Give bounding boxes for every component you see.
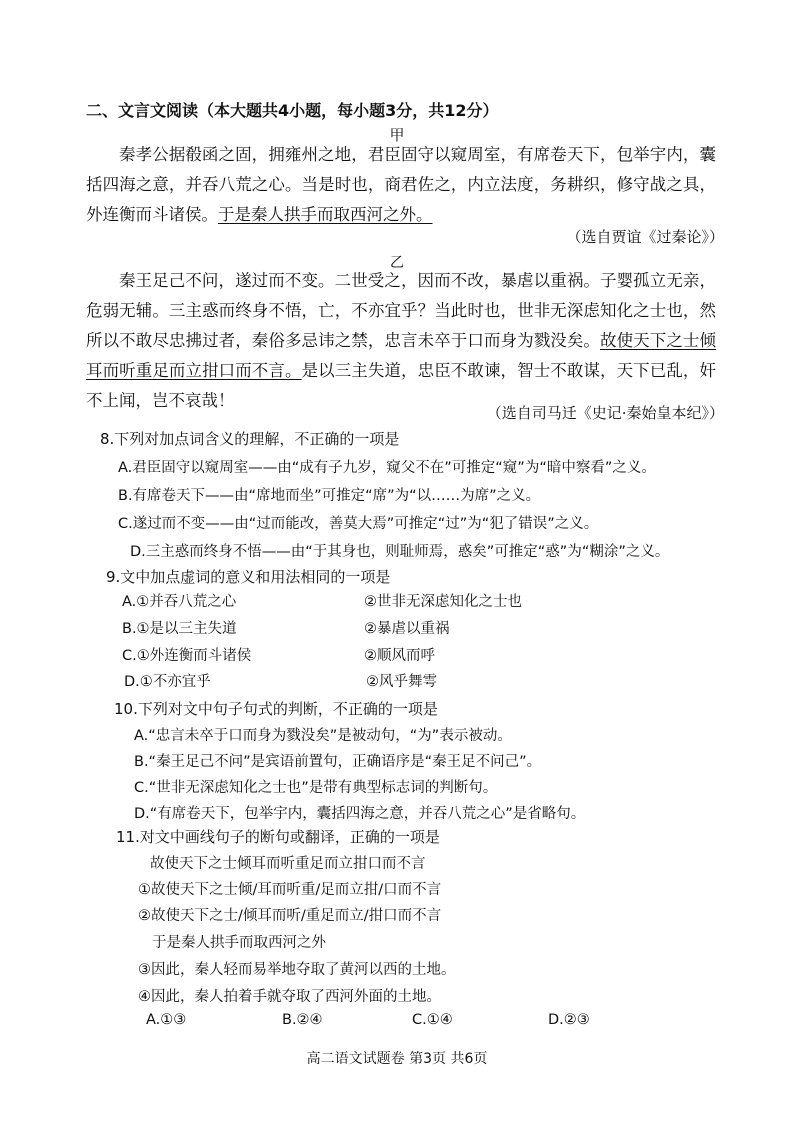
q8-option-b: B.有席卷天下——由“席地而坐”可推定“席”为“以……为席”之义。 <box>118 488 541 504</box>
q10-option-d: D.“有席卷天下，包举宇内，囊括四海之意，并吞八荒之心”是省略句。 <box>134 806 586 822</box>
q9-row-c-1: C.①外连衡而斗诸侯 <box>122 648 252 664</box>
q9-row-a-2: ②世非无深虑知化之士也 <box>364 594 522 610</box>
q11-option-2: ②故使天下之士/倾耳而听/重足而立/拑口而不言 <box>138 908 442 924</box>
q9-row-b-1: B.①是以三主失道 <box>122 621 237 637</box>
passage-b-after: 是以三主失道，忠臣不敢谏，智士不敢谋，天下已乱，奸不上闻，岂不哀哉！ <box>86 361 717 410</box>
q11-line-1: 故使天下之士倾耳而听重足而立拑口而不言 <box>150 856 426 872</box>
q10-option-a: A.“忠言未卒于口而身为戮没矣”是被动句，“为”表示被动。 <box>134 728 512 744</box>
q9-row-c-2: ②顺风而呼 <box>364 648 435 664</box>
passage-b-text <box>86 266 716 416</box>
q11-option-3: ③因此，秦人轻而易举地夺取了黄河以西的土地。 <box>138 962 456 978</box>
passage-b-plain: 秦王足己不问，遂过而不变。二世受之，因而不改，暴虐以重祸。子婴孤立无亲，危弱无辅。三主惑而终身不悟，亡，不亦宜乎？当此时也，世非无深虑知化之士也，然所以不敢尽忠拂过者，秦俗多忌讳之禁，忠言未卒于口而身为戮没矣。 <box>86 271 716 350</box>
q11-option-4: ④因此，秦人拍着手就夺取了西河外面的土地。 <box>138 989 441 1005</box>
q11-choice-d: D.②③ <box>548 1012 590 1028</box>
q9-row-d-1: D.①不亦宜乎 <box>124 674 211 690</box>
q11-option-1: ①故使天下之士倾/耳而听重/足而立拑/口而不言 <box>138 882 442 898</box>
q8-option-d: D.三主惑而终身不悟——由“于其身也，则耻师焉，惑矣”可推定“惑”为“糊涂”之义。 <box>130 544 670 560</box>
q10-option-b: B.“秦王足己不问”是宾语前置句，正确语序是“秦王足不问己”。 <box>134 754 542 770</box>
q11-choice-a: A.①③ <box>146 1012 187 1028</box>
q8-stem: 8.下列对加点词含义的理解，不正确的一项是 <box>100 430 400 448</box>
passage-a-plain: 秦孝公据殽函之固，拥雍州之地，君臣固守以窥周室，有席卷天下，包举宇内，囊括四海之意，并吞八荒之心。当是时也，商君佐之，内立法度，务耕织，修守战之具，外连衡而斗诸侯。 <box>86 145 716 224</box>
q9-row-b-2: ②暴虐以重祸 <box>364 621 450 637</box>
passage-a-underlined: 于是秦人拱手而取西河之外。 <box>218 205 433 224</box>
q11-line-2: 于是秦人拱手而取西河之外 <box>152 935 326 951</box>
passage-b-underlined: 故使天下之士倾耳而听重足而立拑口而不言。 <box>86 331 717 380</box>
q11-stem: 11.对文中画线句子的断句或翻译，正确的一项是 <box>116 828 440 846</box>
q11-choice-c: C.①④ <box>412 1012 453 1028</box>
passage-b-source: （选自司马迁《史记·秦始皇本纪》） <box>486 404 724 422</box>
passage-a-text <box>86 140 716 230</box>
passage-b-label: 乙 <box>390 255 404 271</box>
passage-a-label: 甲 <box>389 126 405 144</box>
q9-row-d-2: ②风乎舞雩 <box>366 674 437 690</box>
q8-option-a: A.君臣固守以窥周室——由“成有子九岁，窥父不在”可推定“窥”为“暗中察看”之义。 <box>118 460 656 476</box>
passage-a-source: （选自贾谊《过秦论》） <box>566 228 724 246</box>
page-footer: 高二语文试题卷 第3页 共6页 <box>306 1051 488 1067</box>
q9-row-a-1: A.①并吞八荒之心 <box>122 594 237 610</box>
q8-option-c: C.遂过而不变——由“过而能改，善莫大焉”可推定“过”为“犯了错误”之义。 <box>118 516 599 532</box>
q10-option-c: C.“世非无深虑知化之士也”是带有典型标志词的判断句。 <box>134 780 498 796</box>
section-title: 二、文言文阅读（本大题共4小题，每小题3分，共12分） <box>86 101 499 120</box>
q9-stem: 9.文中加点虚词的意义和用法相同的一项是 <box>106 568 391 586</box>
q10-stem: 10.下列对文中句子句式的判断，不正确的一项是 <box>114 700 438 718</box>
q11-choice-b: B.②④ <box>282 1012 323 1028</box>
